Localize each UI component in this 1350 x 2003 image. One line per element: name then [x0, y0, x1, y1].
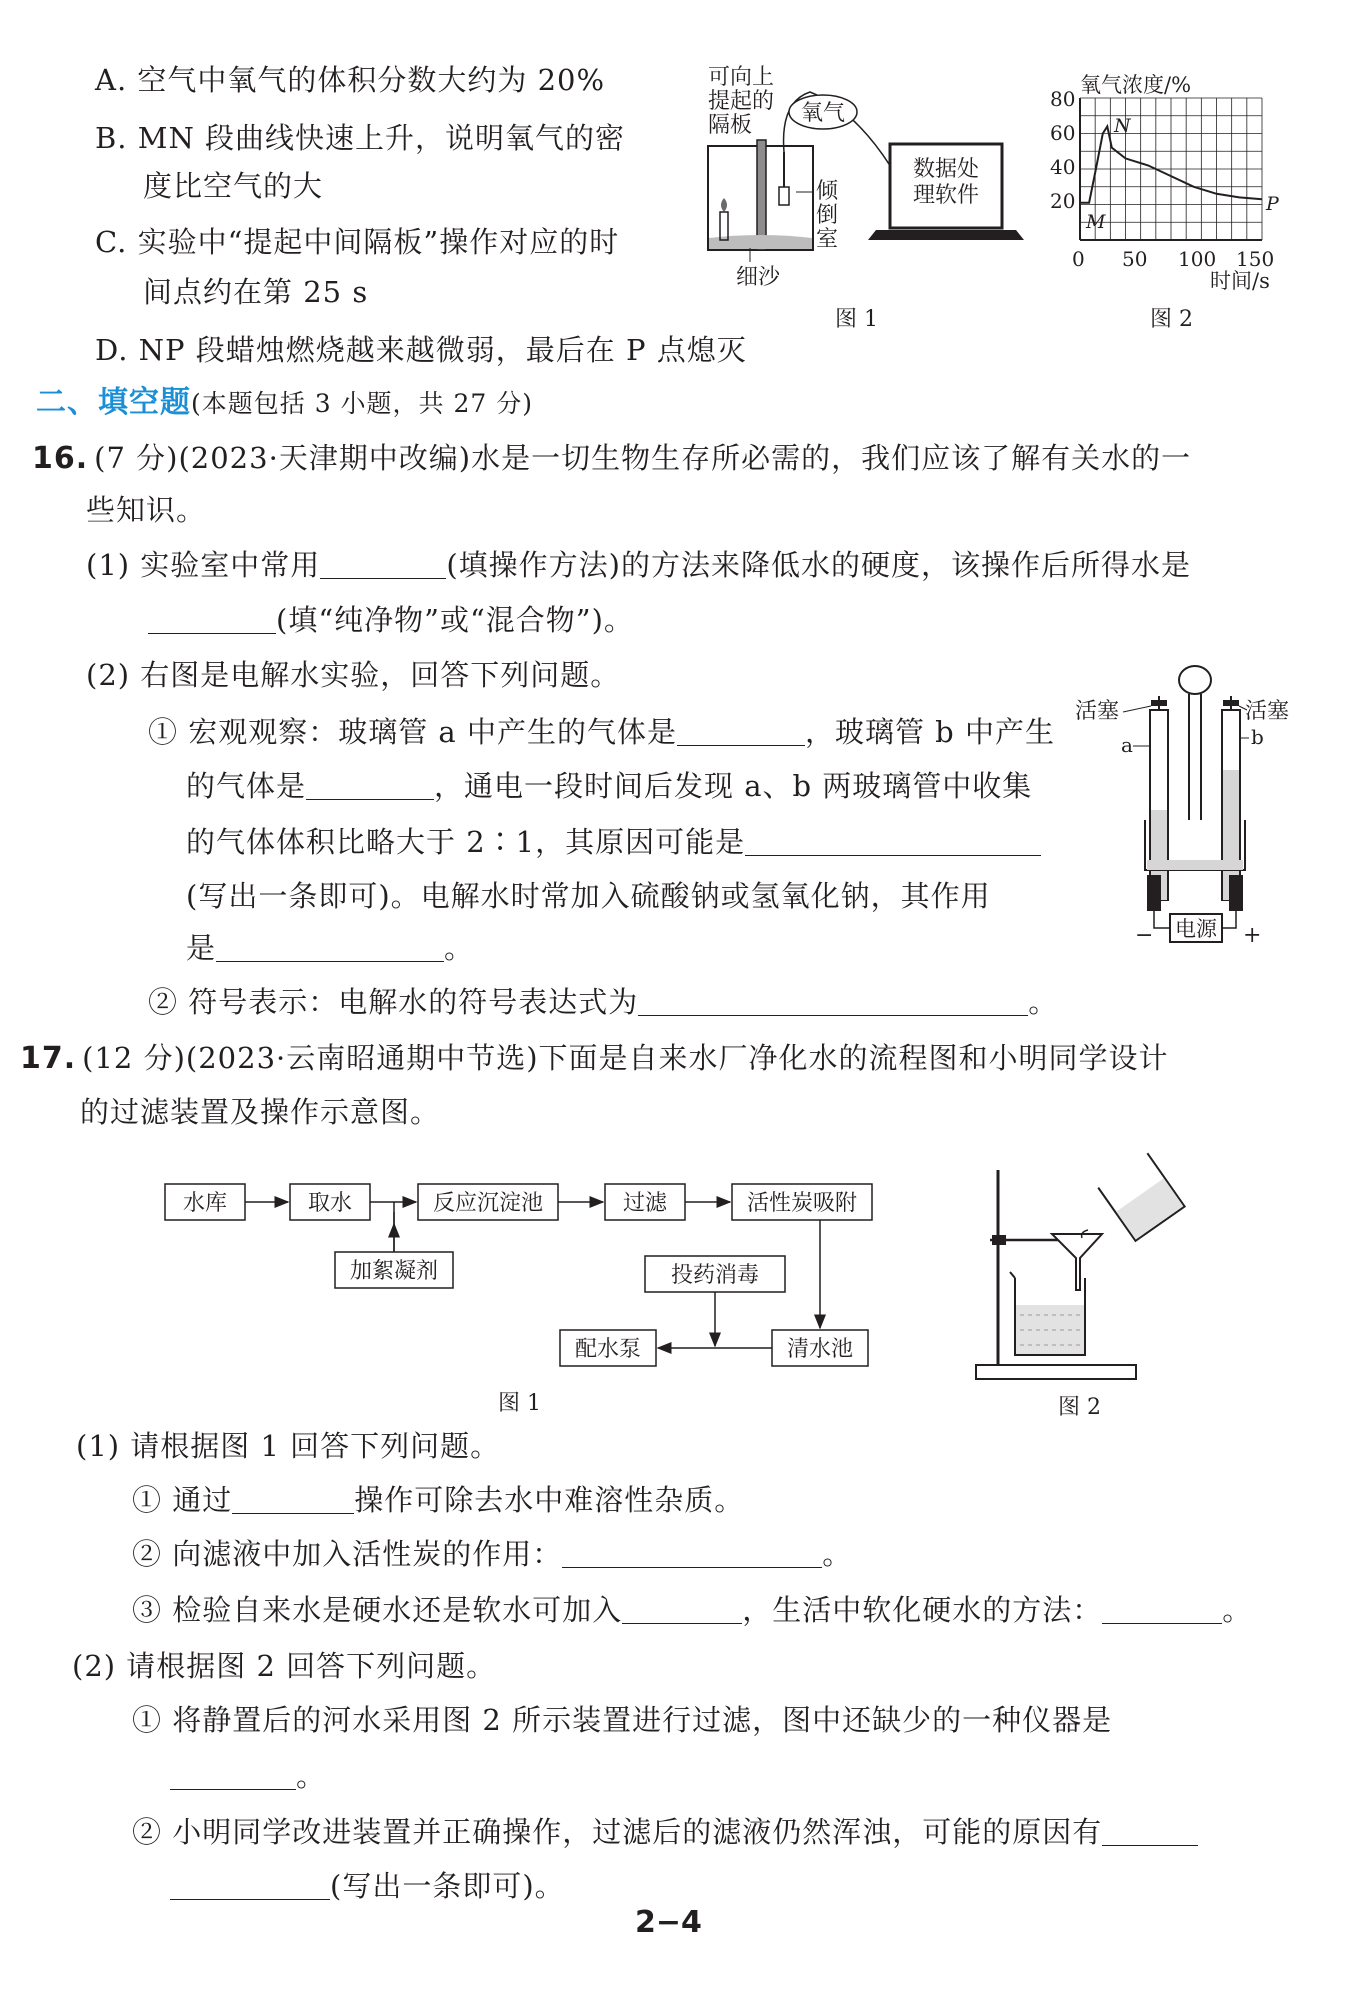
q17-sub2: [132, 1534, 852, 1574]
chart-grid: [1080, 98, 1262, 240]
q16-number: 16.: [32, 441, 89, 476]
q16-blank-reason[interactable]: [745, 825, 1041, 856]
q16-stem-line2: 些知识。: [86, 493, 207, 527]
q17-s2a: ② 向滤液中加入活性炭的作用：: [132, 1537, 563, 1571]
label-board: 隔板: [708, 113, 753, 138]
q17-s3c: 。: [1222, 1593, 1253, 1627]
top-figure-2-caption: 图 2: [1150, 307, 1193, 332]
q16-blank-gas-b[interactable]: [306, 769, 434, 800]
q16-sub1-line5: [186, 928, 474, 968]
divider-board: [757, 140, 766, 250]
q16-s1c: 的气体是: [186, 769, 307, 803]
y-tick-80: 80: [1050, 87, 1076, 111]
q16-s1d: ，通电一段时间后发现 a、b 两玻璃管中收集: [434, 769, 1033, 803]
pouring-beaker: [1098, 1153, 1184, 1241]
q17-blank-cause-end[interactable]: [170, 1869, 330, 1900]
section-title: 二、填空题: [36, 385, 191, 420]
flowchart-caption: 图 1: [498, 1391, 541, 1416]
q17-s2b: 。: [822, 1537, 853, 1571]
valve-left: [1151, 700, 1167, 706]
q17-blank-instrument[interactable]: [170, 1759, 296, 1790]
section-heading: [36, 382, 533, 424]
q17-stem-line1: [20, 1038, 1169, 1079]
q16-part1-line1: [86, 545, 1191, 585]
q16-blank-gas-a[interactable]: [677, 715, 805, 746]
purification-flowchart: [160, 1172, 880, 1422]
q17-sub1: [132, 1480, 744, 1520]
label-liftable-2: 提起的: [708, 89, 775, 114]
q16-blank-purpose[interactable]: [216, 931, 444, 962]
q16-s1b: ，玻璃管 b 中产生: [804, 715, 1055, 749]
q17-s3a: ③ 检验自来水是硬水还是软水可加入: [132, 1593, 623, 1627]
option-c-line2: 间点约在第 25 s: [143, 275, 369, 309]
flow-settling-label: 反应沉淀池: [432, 1191, 544, 1216]
electrode-left: [1147, 875, 1161, 911]
flow-clearpool-label: 清水池: [786, 1337, 854, 1362]
electrolysis-figure: [1075, 660, 1295, 950]
x-tick-0: 0: [1072, 247, 1085, 271]
flow-pump-label: 配水泵: [574, 1337, 642, 1362]
power-label: 电源: [1175, 917, 1217, 941]
q16-stem1: (7 分)(2023·天津期中改编)水是一切生物生存所必需的，我们应该了解有关水的一: [94, 441, 1192, 475]
tube-b-label: b: [1251, 725, 1264, 749]
q16-sub1-line3: [186, 822, 1041, 862]
q17-t1b: 。: [296, 1759, 327, 1793]
label-tilt-1: 倾: [816, 179, 839, 204]
valve-right: [1223, 700, 1239, 706]
valve-right-label: 活塞: [1245, 699, 1290, 724]
tube-a-label: a: [1121, 733, 1133, 757]
point-n-label: N: [1114, 115, 1131, 137]
option-c-line1: C. 实验中“提起中间隔板”操作对应的时: [95, 225, 620, 259]
y-tick-60: 60: [1050, 121, 1076, 145]
q16-s1h: 。: [444, 931, 475, 965]
valve-left-label: 活塞: [1075, 699, 1120, 724]
candle: [720, 212, 728, 240]
option-d: D. NP 段蜡烛燃烧越来越微弱，最后在 P 点熄灭: [95, 333, 747, 367]
x-tick-50: 50: [1122, 247, 1148, 271]
label-tilt-3: 室: [816, 227, 839, 252]
q16-sub1-line4: (写出一条即可)。电解水时常加入硫酸钠或氢氧化钠，其作用: [186, 879, 991, 913]
q16-s2a: ② 符号表示：电解水的符号表达式为: [148, 985, 639, 1019]
q17-t2b: (写出一条即可)。: [330, 1869, 565, 1903]
laptop-base: [868, 230, 1024, 240]
filtrate: [1016, 1305, 1084, 1354]
flow-reservoir-label: 水库: [182, 1191, 228, 1216]
q17-stem1: (12 分)(2023·云南昭通期中节选)下面是自来水厂净化水的流程图和小明同学设计: [82, 1041, 1169, 1075]
q17-blank-cause-start[interactable]: [1102, 1815, 1198, 1846]
q17-t2a: ② 小明同学改进装置并正确操作，过滤后的滤液仍然浑浊，可能的原因有: [132, 1815, 1103, 1849]
q17-t1-line1: ① 将静置后的河水采用图 2 所示装置进行过滤，图中还缺少的一种仪器是: [132, 1703, 1113, 1737]
filtration-figure: [970, 1150, 1200, 1390]
filtration-caption: 图 2: [1058, 1395, 1101, 1420]
q17-sub3: [132, 1590, 1252, 1630]
q17-blank-carbon-role[interactable]: [562, 1537, 822, 1568]
reservoir-bulb: [1179, 666, 1211, 694]
y-tick-40: 40: [1050, 155, 1076, 179]
q16-blank-operation[interactable]: [320, 548, 446, 579]
label-software-2: 理软件: [912, 183, 980, 208]
label-software-1: 数据处: [912, 157, 980, 182]
q16-s1a: ① 宏观观察：玻璃管 a 中产生的气体是: [148, 715, 677, 749]
top-figure-2-chart: [1040, 70, 1290, 300]
q17-blank-softening[interactable]: [1102, 1593, 1222, 1624]
flow-flocculant-label: 加絮凝剂: [349, 1259, 439, 1284]
label-liftable: 可向上: [708, 65, 775, 90]
oxygen-sensor: [779, 187, 789, 205]
q17-t2-line1: [132, 1812, 1198, 1852]
x-tick-100: 100: [1178, 247, 1217, 271]
point-m-label: M: [1086, 211, 1106, 233]
q16-s2b: 。: [1028, 985, 1059, 1019]
q17-blank-reagent[interactable]: [622, 1593, 742, 1624]
q17-part2: (2) 请根据图 2 回答下列问题。: [72, 1649, 497, 1683]
point-p-label: P: [1266, 193, 1279, 215]
q16-sub1-line2: [186, 766, 1032, 806]
page-number: 2−4: [635, 1905, 702, 1940]
label-sand: 细沙: [736, 265, 781, 290]
minus-sign: −: [1135, 923, 1154, 948]
top-figure-1: [700, 62, 1030, 332]
stand-base: [976, 1365, 1136, 1379]
q16-part2: (2) 右图是电解水实验，回答下列问题。: [86, 658, 621, 692]
q16-part1-line2: [148, 600, 634, 640]
option-a: A. 空气中氧气的体积分数大约为 20%: [95, 63, 606, 97]
q17-blank-operation[interactable]: [232, 1483, 354, 1514]
flow-intake-label: 取水: [307, 1191, 353, 1216]
section-note: (本题包括 3 小题，共 27 分): [191, 389, 534, 418]
q17-s3b: ，生活中软化硬水的方法：: [742, 1593, 1103, 1627]
q16-p1a: (1) 实验室中常用: [86, 548, 321, 582]
q16-blank-substance[interactable]: [148, 603, 276, 634]
q16-s1e: 的气体体积比略大于 2∶1，其原因可能是: [186, 825, 746, 859]
plus-sign: +: [1243, 923, 1262, 948]
q17-stem-line2: 的过滤装置及操作示意图。: [80, 1095, 441, 1129]
q16-sub2: [148, 982, 1058, 1022]
top-figure-1-caption: 图 1: [835, 307, 878, 332]
option-b-line1: B. MN 段曲线快速上升，说明氧气的密: [95, 121, 626, 155]
chart-x-label: 时间/s: [1210, 269, 1270, 293]
q16-p1c: (填“纯净物”或“混合物”)。: [276, 603, 634, 637]
flame-icon: [721, 198, 727, 212]
sand: [709, 235, 812, 249]
flow-filter-label: 过滤: [622, 1191, 668, 1216]
flow-carbon-label: 活性炭吸附: [746, 1191, 858, 1216]
chart-y-label: 氧气浓度/%: [1080, 73, 1192, 97]
oxygen-label: 氧气: [800, 101, 846, 126]
electrode-right: [1229, 875, 1243, 911]
q17-s1a: ① 通过: [132, 1483, 233, 1517]
x-tick-150: 150: [1236, 247, 1275, 271]
q16-s1g: 是: [186, 931, 217, 965]
q17-t1-line2: [170, 1756, 326, 1796]
q16-p1b: (填操作方法)的方法来降低水的硬度，该操作后所得水是: [446, 548, 1191, 582]
q17-number: 17.: [20, 1041, 77, 1076]
q17-s1b: 操作可除去水中难溶性杂质。: [354, 1483, 745, 1517]
flow-disinfect-label: 投药消毒: [670, 1263, 760, 1288]
q16-blank-equation[interactable]: [638, 985, 1028, 1016]
label-tilt-2: 倒: [816, 203, 839, 228]
funnel: [1052, 1234, 1102, 1290]
y-tick-20: 20: [1050, 189, 1076, 213]
q16-sub1-line1: [148, 712, 1055, 752]
q16-stem-line1: [32, 438, 1191, 479]
q17-t2-line2: [170, 1866, 565, 1906]
option-b-line2: 度比空气的大: [143, 169, 324, 203]
q17-part1: (1) 请根据图 1 回答下列问题。: [76, 1429, 501, 1463]
